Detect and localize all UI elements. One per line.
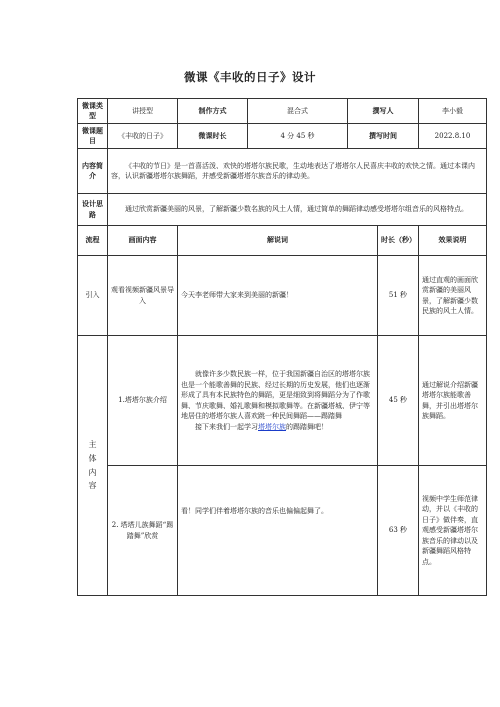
narration-paragraph-2 bbox=[181, 422, 374, 433]
narration-text: 的踢踏舞吧！ bbox=[286, 422, 328, 431]
scene-cell: 2. 塔塔儿族舞蹈“踢踏舞”欣赏 bbox=[108, 466, 178, 596]
type-value: 讲授型 bbox=[108, 99, 178, 124]
author-label: 撰写人 bbox=[348, 99, 419, 124]
scene-cell: 1.塔塔尔族介绍 bbox=[108, 336, 178, 466]
topic-label: 微课题目 bbox=[78, 124, 108, 149]
idea-label: 设计思路 bbox=[78, 194, 108, 226]
table-row bbox=[78, 466, 487, 596]
stage-main bbox=[78, 336, 108, 596]
table-row bbox=[78, 256, 487, 336]
header-effect: 效果说明 bbox=[419, 226, 487, 256]
header-narration: 解说词 bbox=[178, 226, 378, 256]
info-row-idea bbox=[78, 194, 487, 226]
effect-cell: 通过直观的画面欣赏新疆的美丽风景，了解新疆少数民族的风土人情。 bbox=[419, 256, 487, 336]
type-label: 微课类型 bbox=[78, 99, 108, 124]
method-label: 制作方式 bbox=[178, 99, 248, 124]
process-header-row bbox=[78, 226, 487, 256]
narration-cell bbox=[178, 336, 378, 466]
info-row-topic bbox=[78, 124, 487, 149]
intro-label: 内容简介 bbox=[78, 149, 108, 194]
narration-text: 接下来我们一起学习 bbox=[195, 422, 258, 431]
effect-cell: 视频中学生师范律动，并以《丰收的日子》做伴奏，直观感受新疆塔塔尔族音乐的律动以及新疆舞蹈风格特点。 bbox=[419, 466, 487, 596]
lesson-design-table bbox=[77, 98, 487, 596]
page-title: 微课《丰收的日子》设计 bbox=[184, 70, 316, 84]
narration-cell: 看！同学们伴着塔塔尔族的音乐也偏偏起舞了。 bbox=[178, 466, 378, 596]
time-label: 撰写时间 bbox=[348, 124, 419, 149]
duration-value: 4 分 45 秒 bbox=[248, 124, 348, 149]
header-scene: 画面内容 bbox=[108, 226, 178, 256]
scene-cell: 观看视频新疆风景导入 bbox=[108, 256, 178, 336]
duration-label: 微课时长 bbox=[178, 124, 248, 149]
effect-cell: 通过解说介绍新疆塔塔尔族能歌善舞，并引出塔塔尔族舞蹈。 bbox=[419, 336, 487, 466]
table-row bbox=[78, 336, 487, 466]
narration-paragraph: 就像许多少数民族一样，位于我国新疆自治区的塔塔尔族也是一个能歌善舞的民族、经过长期的历史发展，他们也逐渐形成了具有本民族特色的舞蹈，更是细致到将舞蹈分为了作歌舞、节庆歌舞、婚礼歌舞和模拟歌舞等。在新疆塔城、伊宁等地居住的塔塔尔族人喜欢跳一种民间舞蹈——踢踏舞 bbox=[181, 370, 370, 420]
stage-intro: 引入 bbox=[78, 256, 108, 336]
info-row-intro bbox=[78, 149, 487, 194]
intro-text: 《丰收的节日》是一首喜活泼、欢快的塔塔尔族民歌，生动地表达了塔塔尔人民喜庆丰收的欢快之情。通过本课内容，认识新疆塔塔尔族舞蹈，并感受新疆塔塔尔族音乐的律动美。 bbox=[108, 149, 487, 194]
time-value: 2022.8.10 bbox=[419, 124, 487, 149]
topic-value: 《丰收的日子》 bbox=[108, 124, 178, 149]
method-value: 混合式 bbox=[248, 99, 348, 124]
duration-cell: 63 秒 bbox=[378, 466, 419, 596]
narration-cell: 今天李老师带大家来到美丽的新疆！ bbox=[178, 256, 378, 336]
header-duration: 时长（秒） bbox=[378, 226, 419, 256]
duration-cell: 45 秒 bbox=[378, 336, 419, 466]
header-stage: 流程 bbox=[78, 226, 108, 256]
info-row-type bbox=[78, 99, 487, 124]
duration-cell: 51 秒 bbox=[378, 256, 419, 336]
author-value: 李小毅 bbox=[419, 99, 487, 124]
tatar-link[interactable]: 塔塔尔族 bbox=[258, 422, 286, 431]
stage-main-text: 主体内容 bbox=[88, 440, 97, 491]
idea-text: 通过欣赏新疆美丽的风景，了解新疆少数名族的风土人情，通过简单的舞蹈律动感受塔塔尔组音乐的风格特点。 bbox=[108, 194, 487, 226]
